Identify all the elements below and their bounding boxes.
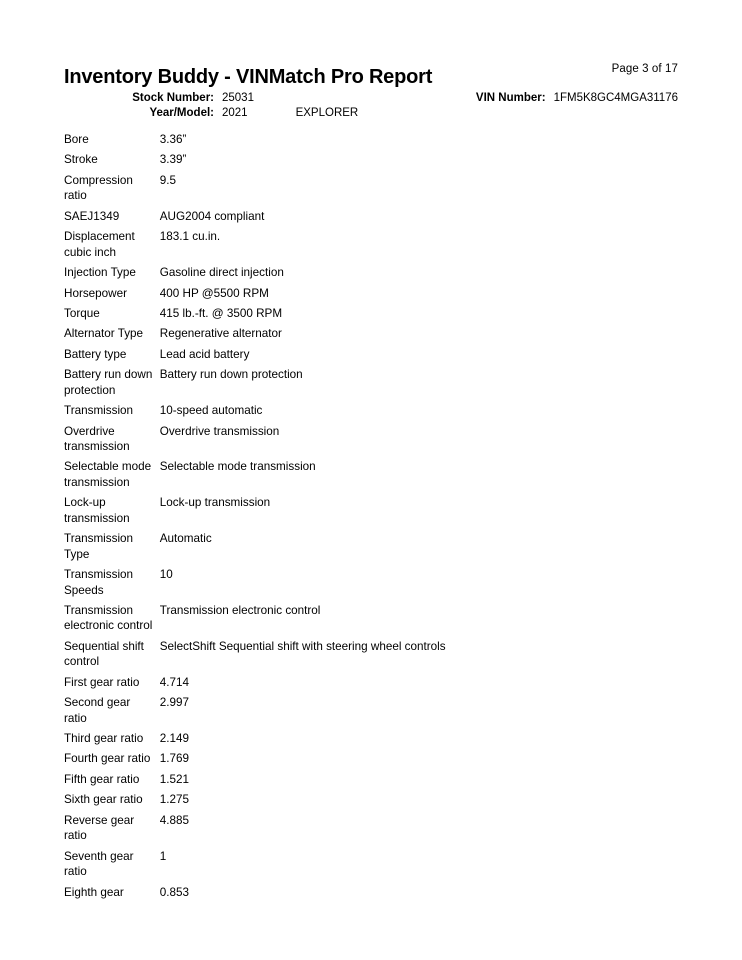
- spec-value: 4.885: [159, 813, 189, 827]
- spec-key: Transmission Speeds: [64, 568, 134, 597]
- spec-value: Lead acid battery: [159, 347, 250, 361]
- table-row: [64, 729, 684, 749]
- vin-label: VIN Number:: [475, 92, 546, 104]
- spec-value: AUG2004 compliant: [159, 209, 265, 223]
- spec-key: Sequential shift control: [64, 639, 144, 669]
- table-row: [64, 457, 684, 493]
- spec-key: Fourth gear ratio: [64, 752, 151, 766]
- spec-key: Bore: [64, 133, 89, 146]
- spec-value: 2.149: [159, 732, 189, 745]
- table-row: [64, 345, 684, 365]
- spec-key: Second gear ratio: [64, 696, 131, 725]
- table-row: [64, 790, 684, 810]
- spec-value: 3.39”: [159, 153, 187, 167]
- spec-value: Regenerative alternator: [159, 327, 282, 341]
- table-row: [64, 565, 684, 601]
- spec-key: Horsepower: [64, 286, 128, 300]
- table-row: [64, 673, 684, 693]
- stock-number-label: Stock Number:: [132, 92, 214, 104]
- spec-value: Selectable mode transmission: [159, 460, 316, 474]
- table-row: [64, 529, 684, 565]
- table-row: [64, 847, 684, 883]
- spec-key: Displacement cubic inch: [64, 230, 135, 259]
- vin-value: 1FM5K8GC4MGA31176: [553, 92, 678, 104]
- spec-value: 1.769: [159, 752, 189, 766]
- spec-value: Overdrive transmission: [159, 424, 280, 438]
- meta-row-stock-vin: [64, 92, 678, 104]
- spec-value: 1.521: [159, 772, 189, 786]
- table-row: [64, 883, 684, 903]
- table-row: [64, 150, 684, 170]
- spec-value: 0.853: [159, 885, 189, 899]
- report-meta: [64, 92, 678, 122]
- spec-key: Fifth gear ratio: [64, 772, 140, 786]
- spec-value: 2.997: [159, 696, 189, 710]
- model-value: EXPLORER: [295, 107, 359, 119]
- spec-key: Battery run down protection: [64, 368, 153, 397]
- stock-number-value: 25031: [222, 92, 254, 104]
- table-row: [64, 284, 684, 304]
- table-row: [64, 207, 684, 227]
- table-row: [64, 749, 684, 769]
- spec-key: Lock-up transmission: [64, 496, 130, 525]
- spec-value: 9.5: [159, 173, 176, 187]
- table-row: [64, 770, 684, 790]
- table-row: [64, 493, 684, 529]
- spec-key: Transmission: [64, 404, 134, 418]
- spec-value: 400 HP @5500 RPM: [159, 286, 269, 300]
- table-row: [64, 171, 684, 207]
- table-row: [64, 601, 684, 637]
- specifications-table: [64, 130, 684, 903]
- spec-key: Eighth gear: [64, 885, 124, 899]
- vin-group: [476, 92, 678, 104]
- year-model-label: Year/Model:: [149, 107, 214, 119]
- spec-key: Stroke: [64, 153, 98, 167]
- spec-key: Seventh gear ratio: [64, 849, 134, 879]
- spec-value: SelectShift Sequential shift with steering wheel controls: [159, 639, 446, 653]
- table-row: [64, 401, 684, 421]
- table-row: [64, 365, 684, 401]
- spec-value: Transmission electronic control: [159, 603, 321, 617]
- spec-value: 1.275: [159, 793, 189, 807]
- spec-value: 183.1 cu.in.: [159, 230, 221, 244]
- spec-key: Transmission Type: [64, 532, 134, 561]
- table-row: [64, 637, 684, 673]
- spec-value: 4.714: [159, 675, 189, 689]
- spec-key: Reverse gear ratio: [64, 813, 135, 843]
- specifications-body: [64, 130, 684, 903]
- spec-key: First gear ratio: [64, 675, 140, 689]
- spec-key: Transmission electronic control: [64, 603, 153, 633]
- spec-value: Battery run down protection: [159, 368, 303, 382]
- spec-key: Compression ratio: [64, 173, 133, 203]
- spec-key: Third gear ratio: [64, 732, 144, 745]
- spec-key: Selectable mode transmission: [64, 460, 152, 489]
- spec-key: Battery type: [64, 347, 127, 361]
- spec-value: 3.36”: [159, 133, 187, 146]
- spec-value: Gasoline direct injection: [159, 266, 284, 280]
- table-row: [64, 693, 684, 729]
- spec-key: Overdrive transmission: [64, 424, 130, 453]
- meta-row-year-model: [64, 107, 678, 119]
- spec-value: 10-speed automatic: [159, 404, 263, 418]
- table-row: [64, 811, 684, 847]
- spec-value: Automatic: [159, 532, 212, 546]
- page-title: Inventory Buddy - VINMatch Pro Report: [64, 66, 433, 88]
- spec-key: Alternator Type: [64, 327, 144, 341]
- table-row: [64, 227, 684, 263]
- table-row: [64, 130, 684, 150]
- spec-value: 1: [159, 849, 167, 863]
- spec-value: 415 lb.-ft. @ 3500 RPM: [159, 306, 283, 320]
- spec-key: Torque: [64, 306, 100, 320]
- table-row: [64, 304, 684, 324]
- spec-key: Injection Type: [64, 266, 136, 280]
- table-row: [64, 263, 684, 283]
- spec-key: Sixth gear ratio: [64, 793, 143, 807]
- page-number: Page 3 of 17: [611, 63, 678, 75]
- spec-key: SAEJ1349: [64, 209, 120, 223]
- spec-value: 10: [159, 568, 173, 582]
- year-value: 2021: [222, 107, 248, 119]
- table-row: [64, 422, 684, 458]
- table-row: [64, 324, 684, 344]
- spec-value: Lock-up transmission: [159, 496, 271, 510]
